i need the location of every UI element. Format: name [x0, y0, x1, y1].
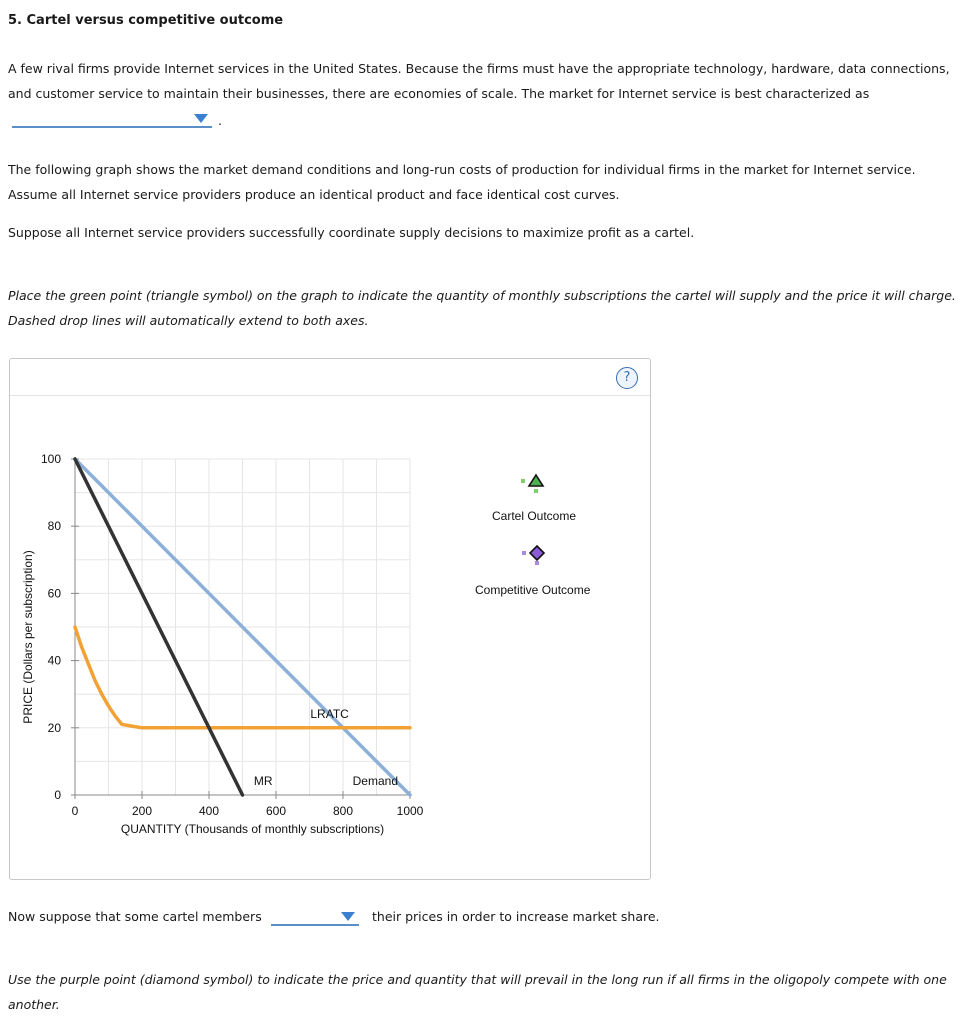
market-structure-dropdown[interactable] — [12, 112, 212, 128]
help-icon[interactable]: ? — [616, 367, 638, 389]
competitive-outcome-marker[interactable] — [516, 543, 546, 571]
x-tick-label: 600 — [265, 804, 287, 818]
bottom-suffix: their prices in order to increase market share. — [372, 909, 660, 924]
x-tick-label: 0 — [71, 804, 79, 818]
y-tick-label: 60 — [47, 586, 61, 601]
graph-description-line-1: The following graph shows the market demand conditions and long-run costs of production for individual firms in the market for Internet service. — [8, 162, 916, 177]
diamond-point-icon — [516, 543, 546, 567]
chevron-down-icon — [194, 114, 208, 123]
cartel-instructions — [8, 283, 963, 333]
series-label-mr: MR — [253, 774, 273, 788]
graph-description-line-2: Assume all Internet service providers produce an identical product and face identical cost curves. — [8, 187, 620, 202]
x-tick-label: 800 — [332, 804, 354, 818]
sentence-period: . — [218, 113, 222, 128]
y-tick-label: 20 — [47, 720, 61, 735]
series-label-lratc: LRATC — [310, 706, 349, 721]
y-axis-label: PRICE (Dollars per subscription) — [21, 550, 35, 724]
economics-chart[interactable] — [10, 359, 470, 859]
y-tick-label: 40 — [47, 653, 61, 668]
competitive-instructions-line-2: another. — [8, 997, 60, 1012]
bottom-prefix: Now suppose that some cartel members — [8, 909, 262, 924]
x-tick-label: 200 — [131, 804, 153, 818]
y-tick-label: 80 — [47, 519, 61, 534]
x-tick-label: 1000 — [396, 804, 424, 818]
cartel-outcome-marker[interactable] — [515, 472, 545, 500]
series-label-demand: Demand — [352, 774, 398, 788]
intro-line-2: and customer service to maintain their businesses, there are economies of scale. The market for Internet service is best characterized as — [8, 86, 870, 101]
competitive-instructions — [8, 967, 963, 1017]
graph-description — [8, 157, 963, 207]
cartel-instructions-line-1: Place the green point (triangle symbol) on the graph to indicate the quantity of monthly subscriptions the cartel will supply and the price it will charge. — [8, 288, 956, 303]
x-axis-label: QUANTITY (Thousands of monthly subscriptions) — [120, 822, 385, 836]
intro-paragraph — [8, 56, 963, 106]
intro-line-1: A few rival firms provide Internet services in the United States. Because the firms must have the appropriate technology, hardware, data connections, — [8, 61, 950, 76]
y-tick-label: 100 — [40, 452, 61, 466]
cartel-outcome-label: Cartel Outcome — [492, 509, 577, 523]
cartel-instructions-line-2: Dashed drop lines will automatically extend to both axes. — [8, 313, 369, 328]
competitive-instructions-line-1: Use the purple point (diamond symbol) to indicate the price and quantity that will prevail in the long run if all firms in the oligopoly compete with one — [8, 972, 947, 987]
competitive-outcome-label: Competitive Outcome — [475, 583, 591, 597]
question-title: 5. Cartel versus competitive outcome — [8, 13, 284, 28]
graph-panel — [9, 358, 651, 880]
cartel-assumption: Suppose all Internet service providers successfully coordinate supply decisions to maximize profit as a cartel. — [8, 225, 695, 240]
x-tick-label: 400 — [198, 804, 220, 818]
cartel-members-action-dropdown[interactable] — [271, 910, 359, 926]
triangle-point-icon — [515, 472, 545, 496]
y-tick-label: 0 — [54, 788, 61, 802]
chevron-down-icon — [341, 912, 355, 921]
